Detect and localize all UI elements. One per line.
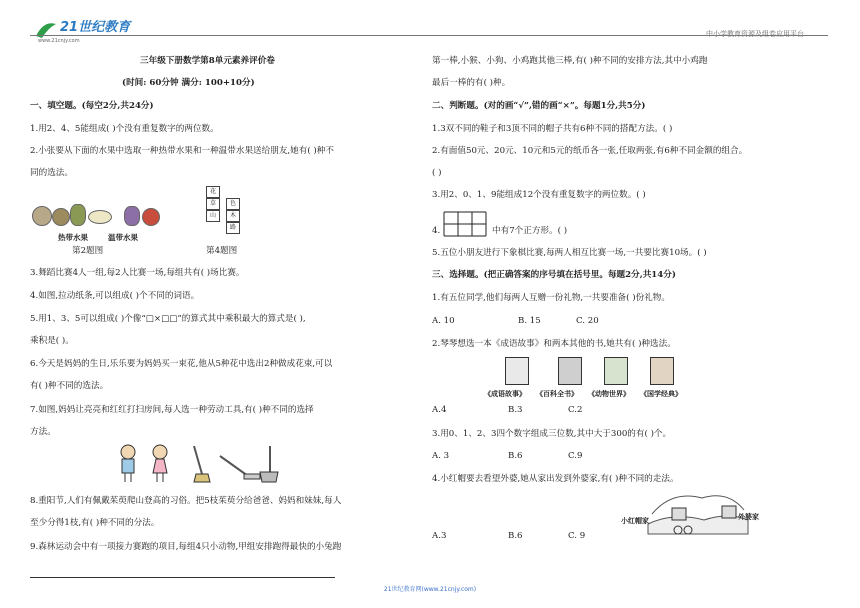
choice-2-option-b: B.3: [508, 405, 523, 415]
book-title: 《百科全书》: [536, 389, 578, 398]
grid-cell: 色: [226, 198, 240, 210]
question-5: 5.用1、3、5可以组成( )个像“□×□□”的算式其中乘积最大的算式是( ),: [30, 314, 306, 324]
question-7-cont: 方法。: [30, 427, 56, 437]
choice-3-option-c: C.9: [568, 451, 583, 461]
choice-2: 2.琴琴想选一本《成语故事》和两本其他的书,她共有( )种选法。: [432, 339, 676, 349]
book-title: 《成语故事》: [484, 389, 526, 398]
grandma-label: 外婆家: [738, 512, 759, 521]
grid-cell: 木: [226, 210, 240, 222]
grid-cell: 路: [226, 222, 240, 234]
pineapple-icon: [70, 204, 86, 226]
svg-text:21世纪教育: 21世纪教育: [60, 20, 131, 35]
choice-1: 1.有五位同学,他们每两人互赠一份礼物,一共要准备( )份礼物。: [432, 293, 670, 303]
judge-3: 3.用2、0、1、9能组成12个没有重复数字的两位数。( ): [432, 190, 646, 200]
question-3: 3.舞蹈比赛4人一组,每2人比赛一场,每组共有( )场比赛。: [30, 268, 245, 278]
book-icon: [650, 357, 674, 385]
question-7: 7.如图,妈妈让亮亮和红红打扫房间,每人选一种劳动工具,有( )种不同的选择: [30, 405, 314, 415]
house-icon: [672, 508, 686, 520]
grid-cell: 花: [206, 186, 220, 198]
grid-cell: 山: [206, 210, 220, 222]
question-9-cont-2: 最后一棒的有( )种。: [432, 78, 511, 88]
judge-2-cont: ( ): [432, 168, 442, 178]
question-2-cont: 同的选法。: [30, 168, 73, 178]
judge-4-cont: 中有7个正方形。( ): [492, 226, 568, 236]
broom-icon: [194, 446, 210, 482]
judge-2: 2.有面值50元、20元、10元和5元的纸币各一张,任取两张,有6种不同金额的组合。: [432, 146, 748, 156]
book-icon: [505, 357, 529, 385]
question-6: 6.今天是妈妈的生日,乐乐要为妈妈买一束花,他从5种花中选出2种做成花束,可以: [30, 359, 333, 369]
question-2: 2.小张要从下面的水果中选取一种热带水果和一种温带水果送给朋友,她有( )种不: [30, 146, 334, 156]
question-8-cont: 至少分得1枝,有( )种不同的分法。: [30, 518, 160, 528]
choice-4-option-c: C. 9: [568, 531, 586, 541]
mango-icon: [88, 210, 112, 224]
apple-icon: [142, 208, 160, 226]
caption-tropical: 热带水果: [58, 233, 88, 242]
home-label: 小红帽家: [621, 516, 649, 525]
square-grid-figure: [442, 210, 488, 238]
header-right-text: 中小学教育资源及组卷应用平台: [706, 30, 804, 38]
judge-5: 5.五位小朋友进行下象棋比赛,每两人相互比赛一场,一共要比赛10场。( ): [432, 248, 707, 258]
coconut-icon: [32, 206, 52, 226]
logo-subtext: www.21cnjy.com: [38, 38, 80, 44]
choice-2-option-a: A.4: [432, 405, 447, 415]
choice-4: 4.小红帽要去看望外婆,她从家出发到外婆家,有( )种不同的走法。: [432, 474, 679, 484]
choice-2-option-c: C.2: [568, 405, 583, 415]
durian-icon: [52, 208, 70, 226]
caption-figure-4: 第4题图: [206, 246, 238, 256]
header-divider: [30, 35, 828, 36]
girl-icon: [153, 445, 167, 482]
book-icon: [558, 357, 582, 385]
choice-3: 3.用0、1、2、3四个数字组成三位数,其中大于300的有( )个。: [432, 429, 672, 439]
page-subtitle: (时间: 60分钟 满分: 100+10分): [122, 78, 255, 88]
choice-3-option-a: A. 3: [432, 451, 450, 461]
caption-temperate: 温带水果: [108, 233, 138, 242]
judge-4: 4.: [432, 226, 441, 236]
dustpan-icon: [260, 446, 278, 482]
caption-figure-2: 第2题图: [72, 246, 104, 256]
section-choice: 三、选择题。(把正确答案的序号填在括号里。每题2分,共14分): [432, 270, 676, 280]
fruit-picture: [32, 204, 160, 228]
word-grid-figure: [200, 186, 260, 234]
book-icon: [604, 357, 628, 385]
question-6-cont: 有( )种不同的选法。: [30, 381, 109, 391]
section-true-false: 二、判断题。(对的画“√”,错的画“×”。每题1分,共5分): [432, 101, 646, 111]
question-4: 4.如图,拉动纸条,可以组成( )个不同的词语。: [30, 291, 200, 301]
mop-icon: [220, 456, 260, 479]
question-8: 8.重阳节,人们有佩戴茱萸爬山登高的习俗。把5枝茱萸分给爸爸、妈妈和妹妹,每人: [30, 496, 342, 506]
book-title: 《动物世界》: [588, 389, 630, 398]
footer-divider: [30, 577, 335, 578]
cleaning-picture: [110, 442, 280, 484]
page-title: 三年级下册数学第8单元素养评价卷: [140, 56, 275, 66]
choice-1-option-a: A. 10: [432, 316, 455, 326]
question-1: 1.用2、4、5能组成( )个没有重复数字的两位数。: [30, 124, 219, 134]
grapes-icon: [124, 206, 140, 226]
boy-icon: [121, 445, 135, 482]
choice-1-option-c: C. 20: [576, 316, 599, 326]
book-title: 《国学经典》: [640, 389, 682, 398]
grid-cell: 草: [206, 198, 220, 210]
question-9-cont: 第一棒,小猴、小狗、小鸡跑其他三棒,有( )种不同的安排方法,其中小鸡跑: [432, 56, 708, 66]
footer-link[interactable]: 21世纪教育网(www.21cnjy.com): [383, 586, 477, 593]
question-5-cont: 乘积是( )。: [30, 336, 74, 346]
section-fill-blank: 一、填空题。(每空2分,共24分): [30, 101, 154, 111]
judge-1: 1.3双不同的鞋子和3顶不同的帽子共有6种不同的搭配方法。( ): [432, 124, 673, 134]
choice-4-option-a: A.3: [432, 531, 447, 541]
choice-3-option-b: B.6: [508, 451, 523, 461]
choice-4-option-b: B.6: [508, 531, 523, 541]
house-icon: [722, 506, 736, 518]
question-9: 9.森林运动会中有一项接力赛跑的项目,每组4只小动物,甲组安排跑得最快的小兔跑: [30, 542, 342, 552]
choice-1-option-b: B. 15: [518, 316, 541, 326]
